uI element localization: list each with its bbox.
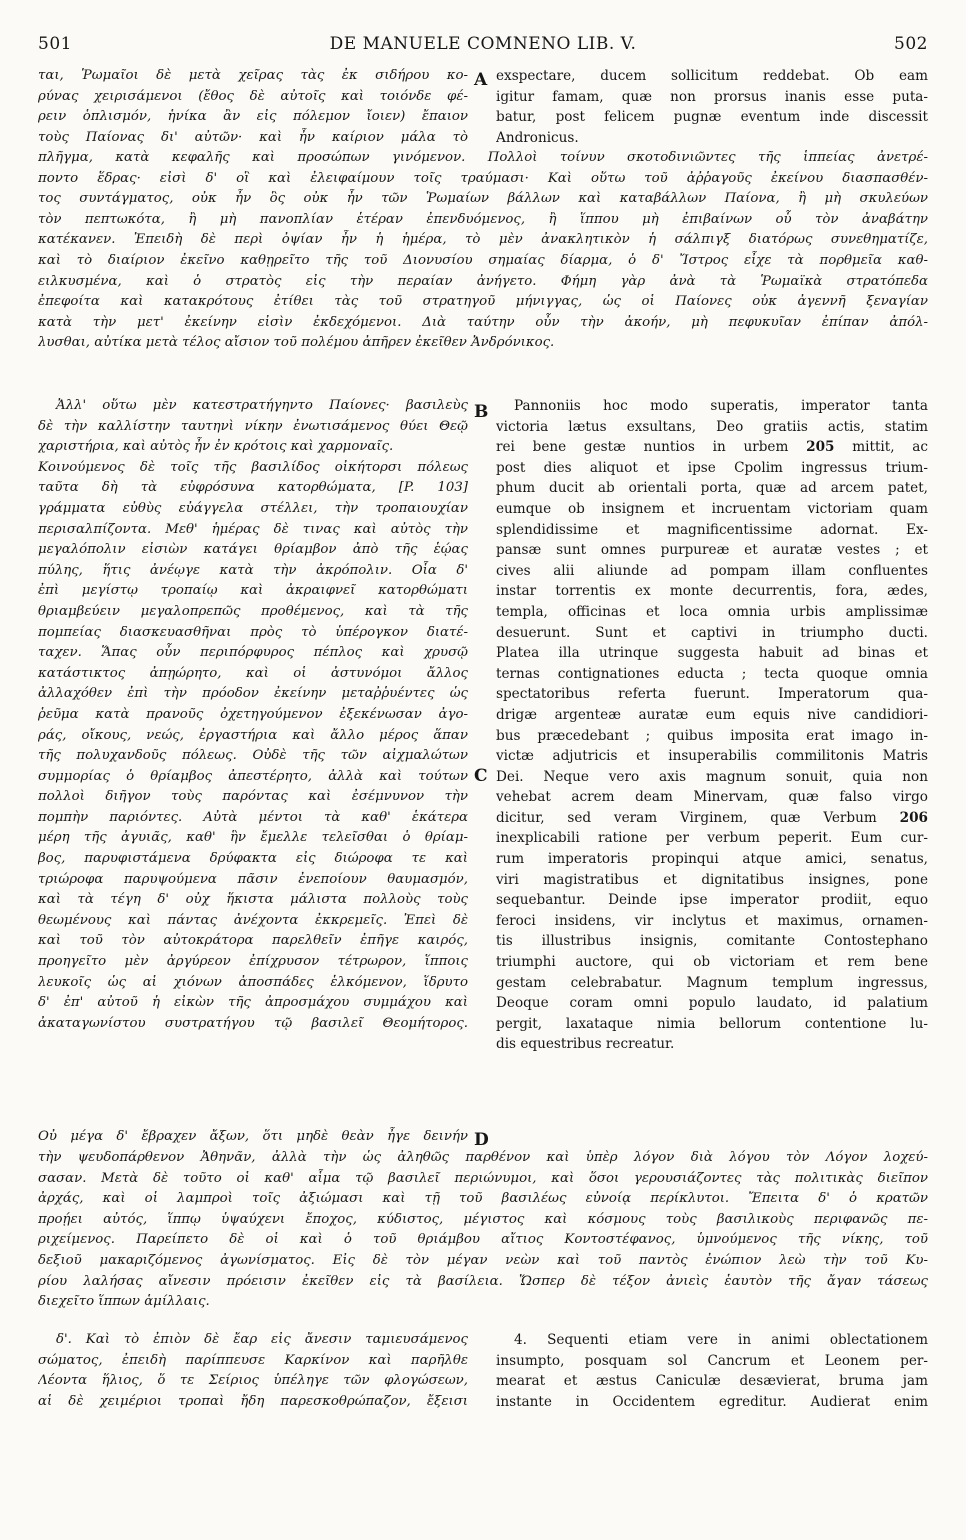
page-number-left: 501 xyxy=(38,34,72,54)
text-line: ρίου λαλήσας αἴνεσιν πρόεισιν ἐκεῖθεν εἰς τὰ βασίλεια. Ὥσπερ δὲ τέξον ἀνιεὶς ἑαυτὸν τῆς ἄγαν τάσεως xyxy=(38,1273,928,1289)
text-line: ἀκαταγωνίστου συστρατήγου τῷ βασιλεῖ Θεομήτορος. xyxy=(38,1015,468,1031)
text-line: αἱ δὲ χειμέριοι τροπαὶ ἤδη παρεσκοθρώπαζον, ἔξεισι xyxy=(38,1393,468,1409)
text-line: πομπείας διασκευασθῆναι πρὸς τὸ ὑπέρογκον διατέ- xyxy=(38,624,468,640)
text-line: Dei. Neque vero axis magnum sonuit, quia non xyxy=(496,768,928,785)
text-line: drigæ argenteæ auratæ eum equis nive candidiori- xyxy=(496,706,928,723)
margin-marker-d: D xyxy=(474,1130,489,1150)
text-line: mearat et æstus Caniculæ desævierat, bruma jam xyxy=(496,1373,928,1390)
text-line: eumque ob insignem et incruentam victoriam quam xyxy=(496,500,928,517)
text-line: βος, παρυφιστάμενα δρύφακτα εἰς διώροφα τε καὶ xyxy=(38,851,468,867)
text-line: τριώροφα παρυψούμενα πᾶσιν ἐνεποίουν θαυμασμόν, xyxy=(38,871,468,887)
column-number-205: 205 xyxy=(806,439,835,456)
latin-column-1 xyxy=(496,66,928,148)
text-line: λυσθαι, αὐτίκα μετὰ τέλος αἴσιον τοῦ πολέμου ἀπῆρεν ἐκεῖθεν Ἀνδρόνικος. xyxy=(38,335,555,351)
text-line: igitur famam, quæ non prorsus inanis esse puta- xyxy=(496,88,928,105)
text-line: pergit, laxataque nimia bellorum contentione lu- xyxy=(496,1015,928,1032)
text-line: splendidissime et magnificentissime adornat. Ex- xyxy=(496,521,928,538)
text-line: desuerunt. Sunt et captivi in triumpho ducti. xyxy=(496,624,928,641)
margin-marker-a: A xyxy=(474,70,488,90)
column-number-206: 206 xyxy=(899,809,928,826)
latin-column-2 xyxy=(496,396,928,1055)
running-title: DE MANUELE COMNENO LIB. V. xyxy=(329,34,637,54)
greek-paragraph-2 xyxy=(38,1148,928,1313)
text-line: feroci insidens, vir inclytus et maximus, ornamen- xyxy=(496,912,928,929)
text-line: inexplicabili ratione per verbum peperit. Eum cur- xyxy=(496,830,928,847)
latin-column-3 xyxy=(496,1330,928,1412)
text-line: πομπὴν παριόντες. Αὐτὰ μέντοι τὰ καθ' ἑκάτερα xyxy=(38,809,468,825)
text-line: viri magistratibus et dignitatibus insignes, pone xyxy=(496,871,928,888)
text-line: ternas contignationes educta ; tecta quoque omnia xyxy=(496,665,928,682)
text-line: τος συντάγματος, οὐκ ἦν ὃς οὐκ ἦν τῶν Ῥωμαίων βάλλων καὶ καταβάλλων Παίονα, ἢ μὴ σκυλεύων xyxy=(38,191,928,207)
text-line: δὲ τὴν καλλίστην ταυτηνὶ νίκην ἐνωτισάμενος θύει Θεῷ xyxy=(38,418,468,434)
text-line: Deoque coram omni populo laudato, id palatium xyxy=(496,995,928,1012)
text-line: instar torrentis ex monte decurrentis, fora, ædes, xyxy=(496,583,928,600)
text-line: victoria lætus exsultans, Deo gratiis actis, statim xyxy=(496,418,928,435)
text-line: συμμορίας ὁ θρίαμβος ἀπεστέρητο, ἀλλὰ καὶ τούτων xyxy=(38,768,468,784)
page-number-right: 502 xyxy=(894,34,928,54)
text-line: πλῆγμα, κατὰ κεφαλῆς καὶ προσώπων γινόμενον. Πολλοὶ τοίνυν σκοτοδινιῶντες τῆς ἱππείας ἀνετρέ- xyxy=(38,150,928,165)
text-line: ριχείμενος. Παρείπετο δὲ οἱ καὶ ὁ τοῦ θριάμβου αἴτιος Κοντοστέφανος, ὑμνούμενος τῆς νίκης, τοῦ xyxy=(38,1232,928,1248)
text-line: dicitur, sed veram Virginem, quæ Verbum 206 xyxy=(496,809,928,826)
text-line: δ'. Καὶ τὸ ἐπιὸν δὲ ἔαρ εἰς ἄνεσιν ταμιευσάμενος xyxy=(56,1332,468,1347)
text-line: rum imperatoris propinqui atque amici, senatus, xyxy=(496,851,928,868)
text-line: ειλκυσμένα, καὶ ὁ στρατὸς εἰς τὴν περαίαν ἀνήγετο. Φήμη γὰρ ἀνὰ τὰ Ῥωμαϊκὰ στρατόπεδα xyxy=(38,273,928,289)
text-line: Platea illa utrinque suggesta habuit ad binas et xyxy=(496,645,928,662)
text-line: ταῦτα δὴ τὰ εὐφρόσυνα κατορθώματα, [P. 103] xyxy=(38,480,468,496)
text-line: τῆς πολυχανδοῦς πόλεως. Οὐδὲ τῆς τῶν αἰχμαλώτων xyxy=(38,748,468,764)
text-line: κατάστικτος ἀπῃώρητο, καὶ οἱ ἀστυνόμοι ἄλλος xyxy=(38,665,468,681)
text-line: pansæ sunt omnes purpureæ et auratæ vestes ; et xyxy=(496,542,928,559)
greek-column-3 xyxy=(38,1330,468,1412)
text-line: τοὺς Παίονας δι' αὐτῶν· καὶ ἦν καίριον μάλα τὸ xyxy=(38,129,468,145)
text-line: ράς, οἴκους, νεώς, ἐργαστήρια καὶ ἄλλο μέρος ἅπαν xyxy=(38,727,468,743)
text-line: 4. Sequenti etiam vere in animi oblectationem xyxy=(514,1332,928,1348)
text-line: rei bene gestæ nuntios in urbem 205 mittit, ac xyxy=(496,439,928,456)
text-line: κατὰ τὴν μετ' ἐκείνην εἰσὶν ἐκδεχόμενοι. Διὰ ταύτην οὖν τὴν ἀκοήν, μὴ πεφυκυῖαν ἐπίπαν ἀπόλ- xyxy=(38,314,928,330)
text-line: θριαμβεύειν μεγαλοπρεπῶς προθέμενος, καὶ τὰ τῆς xyxy=(38,603,468,619)
text-line: templa, officinas et loca omnia urbis amplissimæ xyxy=(496,603,928,620)
text-line: χαριστήρια, καὶ αὐτὸς ἦν ἐν κρότοις καὶ χαρμοναῖς. xyxy=(38,439,394,455)
text-line: ται, Ῥωμαῖοι δὲ μετὰ χεῖρας τὰς ἐκ σιδήρου κο- xyxy=(38,68,468,83)
text-line: καὶ τὸ διαίριον ἐκεῖνο καθῃρεῖτο τῆς τοῦ Διονυσίου σημαίας δίαρμα, ὁ δ' Ἴστρος εἶχε τὰ πορθμεῖα καθ- xyxy=(38,252,928,268)
text-line: δεξιοῦ μακαριζόμενος ἀγωνίσματος. Εἰς δὲ τὸν μέγαν νεὼν καὶ τοῦ παντὸς ἐνώπιον λεὼ τὴν τοῦ Κυ- xyxy=(38,1252,928,1268)
text-line: προηγεῖτο μὲν ἀργύρεον ἐπίχρυσον τέτρωρον, ἵπποις xyxy=(38,954,468,970)
text-line: τὴν ψευδοπάρθενον Ἀθηνᾶν, ἀλλὰ τὴν ὡς ἀληθῶς παρθένον καὶ ὑπὲρ λόγον διὰ λόγου τὸν Λόγον λοχεύ- xyxy=(38,1150,928,1165)
text-line: Λέοντα ἥλιος, ὅ τε Σείριος ὑπέληγε τῶν φλογώσεων, xyxy=(38,1373,468,1389)
text-line: ρειν ὁπλισμόν, ἡνίκα ἂν εἰς πόλεμον ἴοιεν) ἔπαιον xyxy=(38,109,468,125)
text-line: διεχεῖτο ἵππων ἁμίλλαις. xyxy=(38,1294,210,1310)
text-line: vehebat acrem deam Minervam, quæ falso virgo xyxy=(496,789,928,806)
text-line: cives alii aliunde ad pompam illam confluentes xyxy=(496,562,928,579)
text-line: Κοινούμενος δὲ τοῖς τῆς βασιλίδος οἰκήτορσι πόλεως xyxy=(38,459,468,475)
text-line: γράμματα εὐθὺς εὐάγγελα στέλλει, τὴν τροπαιουχίαν xyxy=(38,500,468,516)
text-line: σασαν. Μετὰ δὲ τοῦτο οἱ καθ' αἷμα τῷ βασιλεῖ περιώνυμοι, καὶ ὅσοι γερουσιάζοντες τὰς πολιτικὰς διεῖπον xyxy=(38,1170,928,1186)
text-line: Οὐ μέγα δ' ἔβραχεν ἄξων, ὅτι μηδὲ θεὰν ἦγε δεινήν xyxy=(38,1129,468,1144)
text-line: θεωμένους καὶ πάντας ἀνέχοντα ἐκκρεμεῖς. Ἐπεὶ δὲ xyxy=(38,912,468,928)
text-line: ποντο ἕδρας· εἰσὶ δ' οἳ καὶ ἐλειφαίμουν τοῖς τραύμασι· Καὶ οὕτω τοῦ ἀῤῥαγοῦς ἐκείνου διασπασθέν- xyxy=(38,170,928,186)
text-line: μεγαλόπολιν εἰσιὼν κατάγει θρίαμβον ἀπὸ τῆς ἑῴας xyxy=(38,542,468,558)
text-line: πύλης, ἥτις ἀνέῳγε κατὰ τὴν ἀκρόπολιν. Οἷα δ' xyxy=(38,562,468,578)
text-line: κατέκανεν. Ἐπειδὴ δὲ περὶ ὀψίαν ἦν ἡ ἡμέρα, τὸ μὲν ἀνακλητικὸν ἡ σάλπιγξ διατόρως συνεθηματίζε, xyxy=(38,232,928,248)
text-line: πολλοὶ διῆγον τοὺς παρόντας καὶ ἐσέμνυνον τὴν xyxy=(38,789,468,805)
text-line: καὶ τοῦ τὸν αὐτοκράτορα παρελθεῖν ἐπῆγε καιρός, xyxy=(38,933,468,949)
text-line: δ' ἐπ' αὐτοῦ ἡ εἰκὼν τῆς ἀπροσμάχου συμμάχου καὶ xyxy=(38,995,468,1011)
text-line: spectatoribus referta fuerunt. Imperatorum qua- xyxy=(496,686,928,703)
text-line: προῄει αὐτός, ἵππῳ ὑψαύχενι ἔποχος, κύδιστος, μέγιστος καὶ κόσμους τοὺς βασιλικοὺς περιφανῶς πε- xyxy=(38,1211,928,1227)
text-line: post dies aliquot et ipse Cpolim ingressus trium- xyxy=(496,459,928,476)
text-line: ἀρχάς, καὶ οἱ λαμπροὶ τοῖς ἀξιώμασι καὶ τῇ τοῦ βασιλέως εὐνοίᾳ περίκλυτοι. Ἔπειτα δ' ὁ κρατῶν xyxy=(38,1191,928,1207)
text-line: ρύνας χειρισάμενοι (ἔθος δὲ αὐτοῖς καὶ τοιόνδε φέ- xyxy=(38,88,468,104)
text-line: ταχεν. Ἅπας οὖν περιπόρφυρος πέπλος καὶ χρυσῷ xyxy=(38,645,468,661)
text-line: batur, post felicem pugnæ eventum inde discessit xyxy=(496,109,928,126)
text-line: Andronicus. xyxy=(496,129,579,146)
text-line: τὸν πεπτωκότα, ἢ μὴ πανοπλίαν ἑτέραν ἐπενδυόμενος, ἢ ἵππου μὴ ἐπιβαίνων οὗ τὸν ἀναβάτην xyxy=(38,211,928,227)
margin-marker-c: C xyxy=(474,766,488,786)
greek-paragraph-2-first-line xyxy=(38,1127,468,1148)
greek-column-2 xyxy=(38,396,468,1034)
text-line: instante in Occidentem egreditur. Audierat enim xyxy=(496,1393,928,1410)
margin-marker-b: B xyxy=(474,402,489,422)
text-line: phum ducit ab orientali porta, quæ ad arcem patet, xyxy=(496,480,928,497)
text-line: ἐπὶ μεγίστῳ τροπαίῳ καὶ ἀκραιφνεῖ κατορθώματι xyxy=(38,583,468,599)
text-line: ἐπεφοίτα καὶ κατακρότους ἐτίθει τὰς τοῦ στρατηγοῦ μήνιγγας, ὡς οἱ Παίονες οὐκ ἀγεννῆ ξεναγίαν xyxy=(38,294,928,310)
greek-paragraph-1 xyxy=(38,148,928,354)
text-line: insumpto, posquam sol Cancrum et Leonem per- xyxy=(496,1352,928,1369)
text-line: victæ adjutricis et insuperabilis commilitonis Matris xyxy=(496,748,928,765)
text-line: exspectare, ducem sollicitum reddebat. Ob eam xyxy=(496,68,928,84)
text-line: καὶ τὰ τέγη δ' οὐχ ἥκιστα μάλιστα πολλοὺς τοὺς xyxy=(38,892,468,908)
text-line: Ἀλλ' οὕτω μὲν κατεστρατήγηντο Παίονες· βασιλεὺς xyxy=(56,398,468,413)
text-line: σώματος, ἐπειδὴ παρίππευσε Καρκίνον καὶ παρῆλθε xyxy=(38,1352,468,1368)
text-line: Pannoniis hoc modo superatis, imperator tanta xyxy=(514,398,928,414)
greek-column-1 xyxy=(38,66,468,148)
text-line: gestam celebrabatur. Magnum templum ingressus, xyxy=(496,974,928,991)
text-line: tis illustribus insignis, comitante Contostephano xyxy=(496,933,928,950)
text-line: ἀλλαχόθεν ἐπὶ τὴν πρόοδον ἐκείνην μεταῤῥυέντες ὡς xyxy=(38,686,468,702)
text-line: περισαλπίζοντα. Μεθ' ἡμέρας δὲ τινας καὶ αὐτὸς τὴν xyxy=(38,521,468,537)
text-line: λευκοῖς ὡς αἱ χιόνων ἀποσπάδες ἑλκόμενον, ἵδρυτο xyxy=(38,974,468,990)
text-line: sequebantur. Deinde ipse imperator prodiit, equo xyxy=(496,892,928,909)
text-line: ῥεῦμα κατὰ πρανοῦς ὀχετηγούμενον ἐξεκένωσαν ἀγο- xyxy=(38,706,468,722)
text-line: bus præcedebant ; quibus imposita erat imago in- xyxy=(496,727,928,744)
text-line: μέρη τῆς ἀγυιᾶς, καθ' ἣν ἔμελλε τελεῖσθαι ὁ θρίαμ- xyxy=(38,830,468,846)
text-line: dis equestribus recreatur. xyxy=(496,1036,675,1053)
text-line: triumphi auctore, qui ob victoriam et rem bene xyxy=(496,954,928,971)
